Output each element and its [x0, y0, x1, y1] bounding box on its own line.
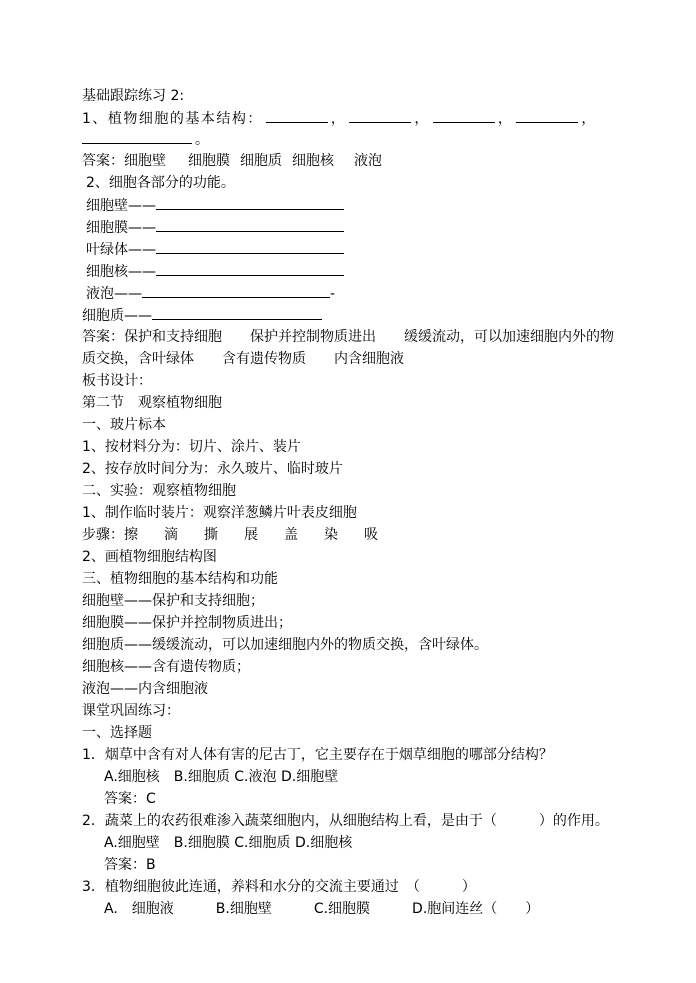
part-cell-wall: 细胞壁——: [86, 195, 344, 216]
question-1-text: 1、植物细胞的基本结构：: [82, 111, 263, 127]
board-line: 细胞膜——保护并控制物质进出；: [82, 615, 292, 631]
mc-options-3: A. 细胞液 B.细胞壁 C.细胞膜 D.胞间连丝（ ）: [104, 901, 540, 917]
mc-question-3: 3．植物细胞彼此连通，养料和水分的交流主要通过 （ ）: [82, 879, 476, 895]
board-line: 液泡——内含细胞液: [82, 681, 208, 697]
part-blank[interactable]: [156, 195, 344, 210]
board-line: 细胞壁——保护和支持细胞；: [82, 593, 264, 609]
mc-question-2: 2．蔬菜上的农药很难渗入蔬菜细胞内，从细胞结构上看，是由于（ ）的作用。: [82, 813, 609, 829]
board-line: 1、制作临时装片：观察洋葱鳞片叶表皮细胞: [82, 505, 357, 521]
answer-2-line1: 答案：保护和支持细胞 保护并控制物质进出 缓缓流动，可以加速细胞内外的物: [82, 329, 614, 345]
steps-line: 步骤：擦 滴 撕 展 盖 染 吸: [82, 527, 378, 543]
answer-1: 答案：细胞壁 细胞膜 细胞质 细胞核 液泡: [82, 153, 382, 169]
part-cytoplasm: 细胞质——: [82, 305, 322, 326]
question-2: 2、细胞各部分的功能。: [86, 175, 235, 191]
part-chloroplast: 叶绿体——: [86, 239, 344, 260]
blank-2[interactable]: [349, 108, 411, 123]
practice-heading: 基础跟踪练习 2:: [82, 88, 185, 104]
part-blank[interactable]: [156, 239, 344, 254]
part-nucleus: 细胞核——: [86, 261, 344, 282]
part-blank[interactable]: [142, 283, 330, 298]
board-line: 细胞核——含有遗传物质；: [82, 659, 250, 675]
board-line: 第二节 观察植物细胞: [82, 395, 222, 411]
board-line: 三、植物细胞的基本结构和功能: [82, 571, 278, 587]
question-1: 1、植物细胞的基本结构： ， ， ， ，: [82, 108, 597, 129]
section-heading: 一、选择题: [82, 725, 152, 741]
answer-2-line2: 质交换，含叶绿体 含有遗传物质 内含细胞液: [82, 351, 404, 367]
mc-question-1: 1．烟草中含有对人体有害的尼古丁，它主要存在于烟草细胞的哪部分结构？: [82, 747, 553, 763]
board-heading: 板书设计：: [82, 373, 152, 389]
mc-options-2: A.细胞壁 B.细胞膜 C.细胞质 D.细胞核: [104, 835, 353, 851]
mc-answer-1: 答案：C: [104, 791, 156, 807]
board-line: 一、玻片标本: [82, 417, 166, 433]
part-vacuole: 液泡—— -: [86, 283, 335, 304]
board-line: 二、实验：观察植物细胞: [82, 483, 236, 499]
board-line: 2、按存放时间分为：永久玻片、临时玻片: [82, 461, 343, 477]
mc-answer-2: 答案：B: [104, 857, 156, 873]
board-line: 2、画植物细胞结构图: [82, 549, 217, 565]
blank-3[interactable]: [433, 108, 495, 123]
class-practice-heading: 课堂巩固练习：: [82, 703, 180, 719]
part-blank[interactable]: [156, 261, 344, 276]
part-blank[interactable]: [152, 305, 322, 320]
question-1-line2: 。: [82, 129, 209, 150]
mc-options-1: A.细胞核 B.细胞质 C.液泡 D.细胞壁: [104, 769, 339, 785]
blank-5[interactable]: [82, 129, 192, 144]
blank-1[interactable]: [266, 108, 328, 123]
part-cell-membrane: 细胞膜——: [86, 217, 344, 238]
board-line: 细胞质——缓缓流动，可以加速细胞内外的物质交换，含叶绿体。: [82, 637, 488, 653]
part-blank[interactable]: [156, 217, 344, 232]
blank-4[interactable]: [516, 108, 578, 123]
board-line: 1、按材料分为：切片、涂片、装片: [82, 439, 301, 455]
